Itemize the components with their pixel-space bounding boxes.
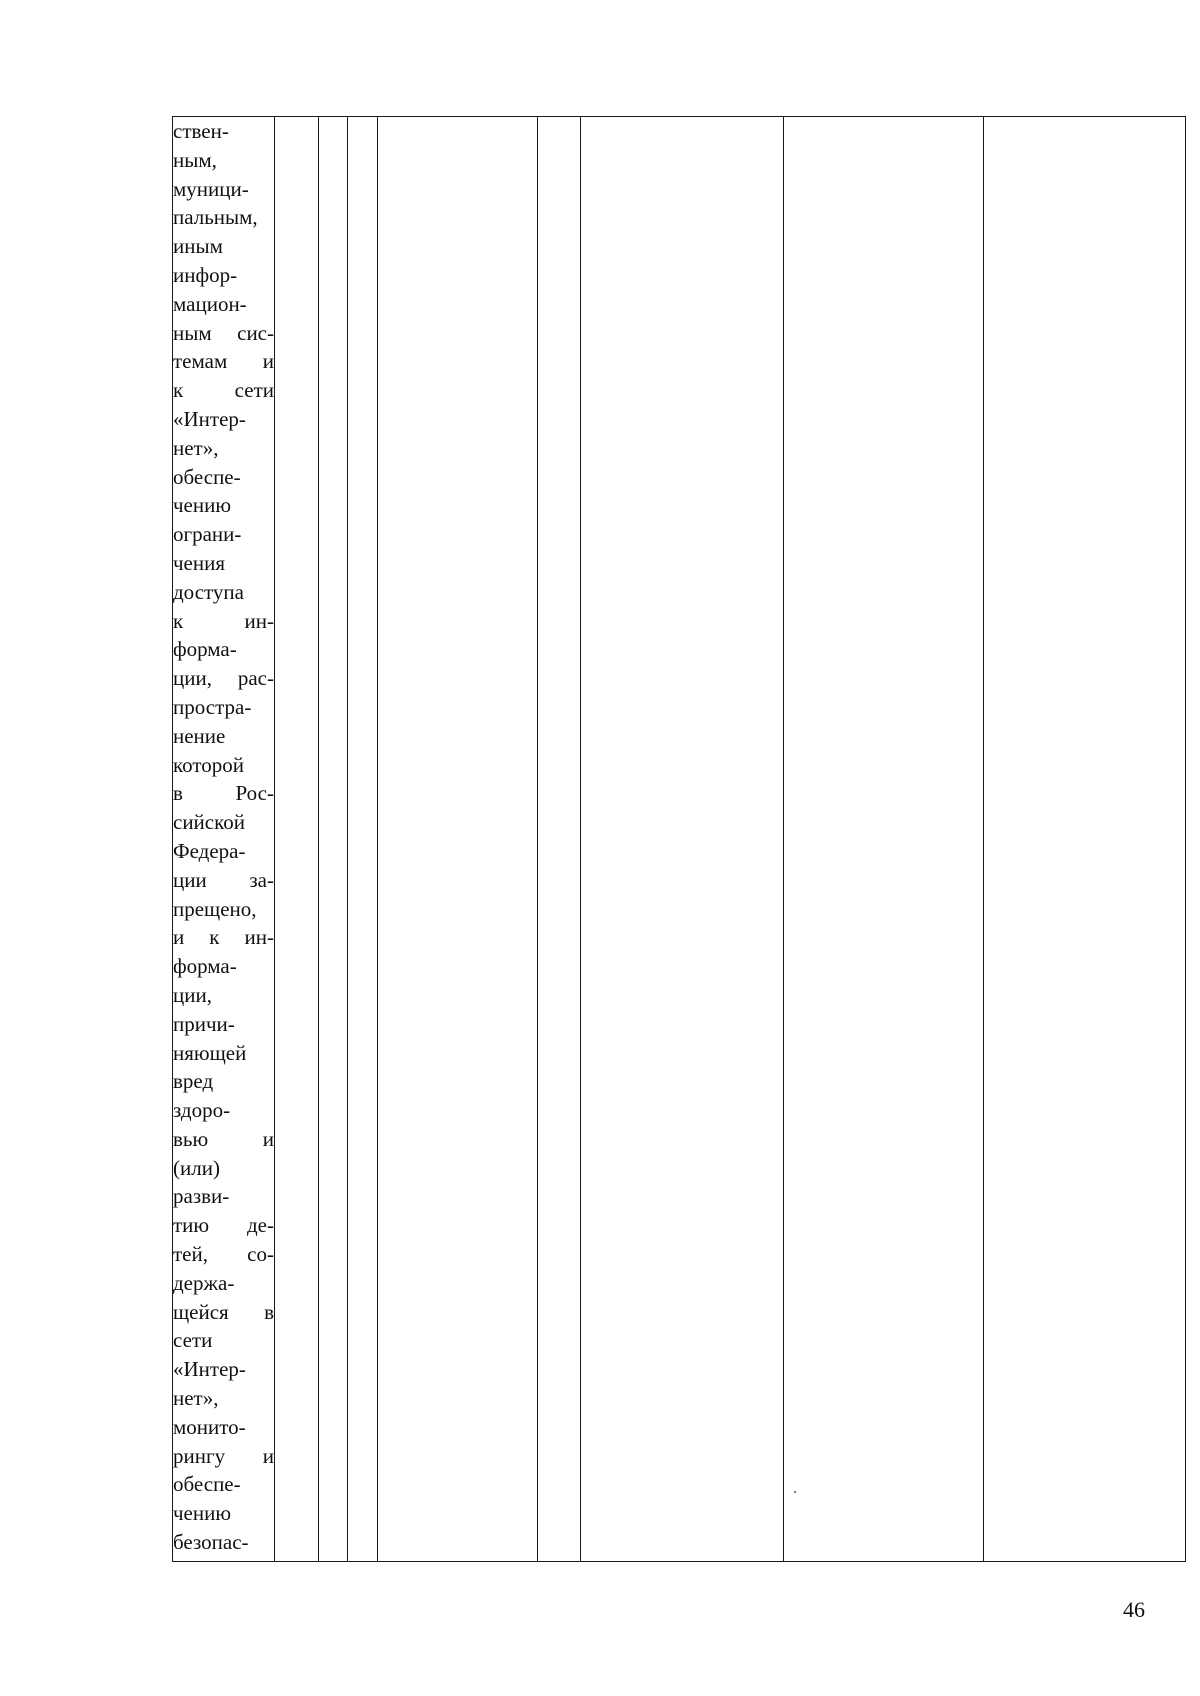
text-line: нение bbox=[173, 723, 226, 748]
table-cell-empty bbox=[581, 117, 784, 1562]
table-cell-text bbox=[173, 117, 275, 1562]
text-line: доступа bbox=[173, 579, 244, 604]
table-cell-empty bbox=[984, 117, 1186, 1562]
table bbox=[172, 116, 1186, 1562]
page-number: 46 bbox=[1123, 1597, 1145, 1622]
text-line: «Интер- bbox=[173, 1357, 246, 1382]
cell-text-lines bbox=[173, 117, 274, 1557]
text-line: рингу и bbox=[173, 1443, 274, 1468]
text-line: и к ин- bbox=[173, 925, 274, 950]
text-line: инфор- bbox=[173, 262, 238, 287]
text-line: простра- bbox=[173, 694, 252, 719]
text-line: темам и bbox=[173, 349, 274, 374]
text-line: которой bbox=[173, 752, 244, 777]
text-line: няющей bbox=[173, 1040, 247, 1065]
text-line: безопас- bbox=[173, 1530, 249, 1555]
text-line: нет», bbox=[173, 1386, 219, 1411]
text-line: причи- bbox=[173, 1011, 235, 1036]
text-line: прещено, bbox=[173, 896, 257, 921]
table-cell-empty bbox=[784, 117, 984, 1562]
text-line: ствен- bbox=[173, 119, 229, 143]
text-line: ции за- bbox=[173, 867, 274, 892]
text-line: ции, bbox=[173, 982, 212, 1007]
table-cell-empty bbox=[348, 117, 378, 1562]
text-line: «Интер- bbox=[173, 406, 246, 431]
text-line: (или) bbox=[173, 1155, 220, 1180]
table-cell-empty bbox=[378, 117, 538, 1562]
text-line: вред bbox=[173, 1069, 214, 1094]
text-line: чению bbox=[173, 1501, 232, 1526]
text-line: обеспе- bbox=[173, 464, 241, 489]
text-line: чению bbox=[173, 493, 232, 518]
text-line: щейся в bbox=[173, 1299, 274, 1324]
text-line: сийской bbox=[173, 810, 245, 835]
text-line: в Рос- bbox=[173, 781, 274, 806]
text-line: Федера- bbox=[173, 838, 246, 863]
text-line: обеспе- bbox=[173, 1472, 241, 1497]
text-line: чения bbox=[173, 550, 226, 575]
text-line: держа- bbox=[173, 1270, 235, 1295]
text-line: мацион- bbox=[173, 291, 247, 316]
text-line: ограни- bbox=[173, 522, 242, 547]
text-line: пальным, bbox=[173, 205, 258, 230]
scan-speck bbox=[794, 1491, 796, 1493]
table-cell-empty bbox=[275, 117, 319, 1562]
text-line: тию де- bbox=[173, 1213, 274, 1238]
text-line: ным сис- bbox=[173, 320, 274, 345]
text-line: ции, рас- bbox=[173, 666, 274, 691]
text-line: разви- bbox=[173, 1184, 230, 1209]
table-cell-empty bbox=[319, 117, 348, 1562]
text-line: муници- bbox=[173, 176, 249, 201]
text-line: ным, bbox=[173, 147, 217, 172]
text-line: нет», bbox=[173, 435, 219, 460]
text-line: вью и bbox=[173, 1126, 274, 1151]
text-line: здоро- bbox=[173, 1098, 231, 1123]
text-line: сети bbox=[173, 1328, 213, 1353]
text-line: к сети bbox=[173, 378, 274, 403]
text-line: тей, со- bbox=[173, 1242, 274, 1267]
text-line: форма- bbox=[173, 954, 237, 979]
text-line: монито- bbox=[173, 1414, 246, 1439]
table-row bbox=[173, 117, 1186, 1562]
text-line: иным bbox=[173, 234, 223, 259]
text-line: к ин- bbox=[173, 608, 274, 633]
table-cell-empty bbox=[538, 117, 581, 1562]
text-line: форма- bbox=[173, 637, 237, 662]
